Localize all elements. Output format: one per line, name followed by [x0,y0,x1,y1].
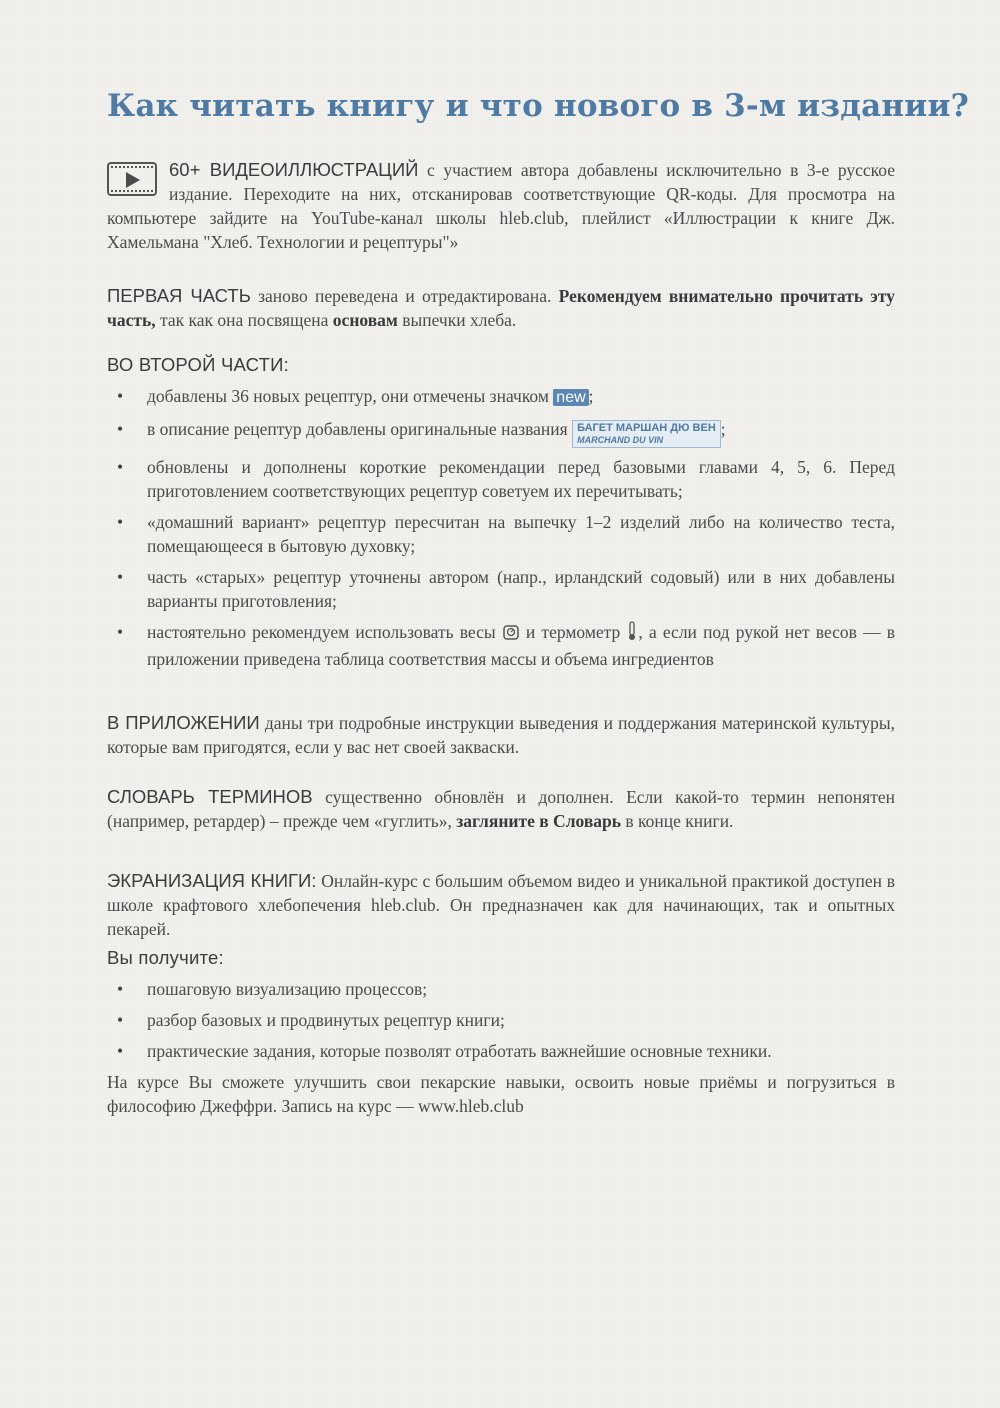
list-item-text: в описание рецептур добавлены оригинальные названия [147,419,573,439]
list-item [107,620,895,671]
part1-bold-basics: основам [332,310,398,330]
course-subheading: Вы получите: [107,947,224,968]
part2-section [107,354,895,678]
badge-name-fr: MARCHAND DU VIN [577,435,664,445]
video-text: с участием автора добавлены исключительно в 3-е русское издание. Переходите на них, отсканировав соответствующие QR-коды. Для просмотра на компьютере зайдите на YouTube-канал школы hleb.club, плейлист «Иллюстрации к книге Дж. Хамельмана "Хлеб. Технологии и рецептуры"» [107,160,895,252]
original-name-badge [572,420,721,448]
video-heading: 60+ ВИДЕОИЛЛЮСТРАЦИЙ [169,159,419,180]
list-item-text: ; [588,386,594,406]
glossary-section [107,785,895,833]
course-footer: На курсе Вы сможете улучшить свои пекарские навыки, освоить новые приёмы и погрузиться в философию Джеффри. Запись на курс — www.hleb.club [107,1072,895,1116]
list-item [107,384,895,410]
list-item: • пошаговую визуализацию процессов; [107,977,895,1001]
video-play-icon [107,162,157,196]
list-item-text: ; [720,419,726,439]
part1-text: заново переведена и отредактирована. [250,286,559,306]
list-item: • «домашний вариант» рецептур пересчитан на выпечку 1–2 изделий либо на количество теста, помещающееся в бытовую духовку; [107,510,895,558]
part1-heading: ПЕРВАЯ ЧАСТЬ [107,285,251,306]
part1-bold-recommend: Рекомендуем внимательно прочитать эту часть, [107,286,895,330]
appendix-heading: В ПРИЛОЖЕНИИ [107,712,260,733]
scales-icon [502,623,520,647]
new-badge: new [553,389,588,406]
list-item: • практические задания, которые позволят отработать важнейшие основные техники. [107,1039,895,1063]
part1-section [107,284,895,332]
list-item: • часть «старых» рецептур уточнены автором (напр., ирландский содовый) или в них добавлены варианты приготовления; [107,565,895,613]
glossary-paragraph [107,785,895,833]
glossary-heading: СЛОВАРЬ ТЕРМИНОВ [107,786,313,807]
part2-heading: ВО ВТОРОЙ ЧАСТИ: [107,354,289,375]
list-item: • разбор базовых и продвинутых рецептур книги; [107,1008,895,1032]
appendix-paragraph [107,711,895,759]
course-section [107,869,895,1118]
appendix-section [107,711,895,759]
page-title: Как читать книгу и что нового в 3-м издании? [107,88,970,124]
glossary-text: в конце книги. [621,811,734,831]
list-item-text: , а если под рукой нет весов — в приложении приведена таблица соответствия массы и объема ингредиентов [147,622,895,669]
part2-list [107,384,895,671]
list-item-text: настоятельно рекомендуем использовать весы [147,622,502,642]
part1-text: выпечки хлеба. [397,310,517,330]
list-item-text: и термометр [519,622,627,642]
course-text: Онлайн-курс с большим объемом видео и уникальной практикой доступен в школе крафтового хлебопечения hleb.club. Он предназначен как для начинающих, так и опытных пекарей. [107,871,895,939]
video-section [107,158,895,254]
course-heading: ЭКРАНИЗАЦИЯ КНИГИ: [107,870,317,891]
list-item-text: добавлены 36 новых рецептур, они отмечены значком [147,386,554,406]
video-paragraph [107,158,895,254]
badge-name-ru: БАГЕТ МАРШАН ДЮ ВЕН [577,422,716,434]
thermometer-icon [626,621,638,647]
course-list [107,977,895,1063]
course-paragraph [107,869,895,941]
appendix-text: даны три подробные инструкции выведения и поддержания материнской культуры, которые вам пригодятся, если у вас нет своей закваски. [107,713,895,757]
part1-paragraph [107,284,895,332]
glossary-text: существенно обновлён и дополнен. Если какой-то термин непонятен (например, ретардер) – прежде чем «гуглить», [107,787,895,831]
glossary-bold: загляните в Словарь [456,811,622,831]
list-item [107,417,895,448]
list-item: • обновлены и дополнены короткие рекомендации перед базовыми главами 4, 5, 6. Перед приготовлением соответствующих рецептур советуем их перечитывать; [107,455,895,503]
part1-text: так как она посвящена [155,310,333,330]
